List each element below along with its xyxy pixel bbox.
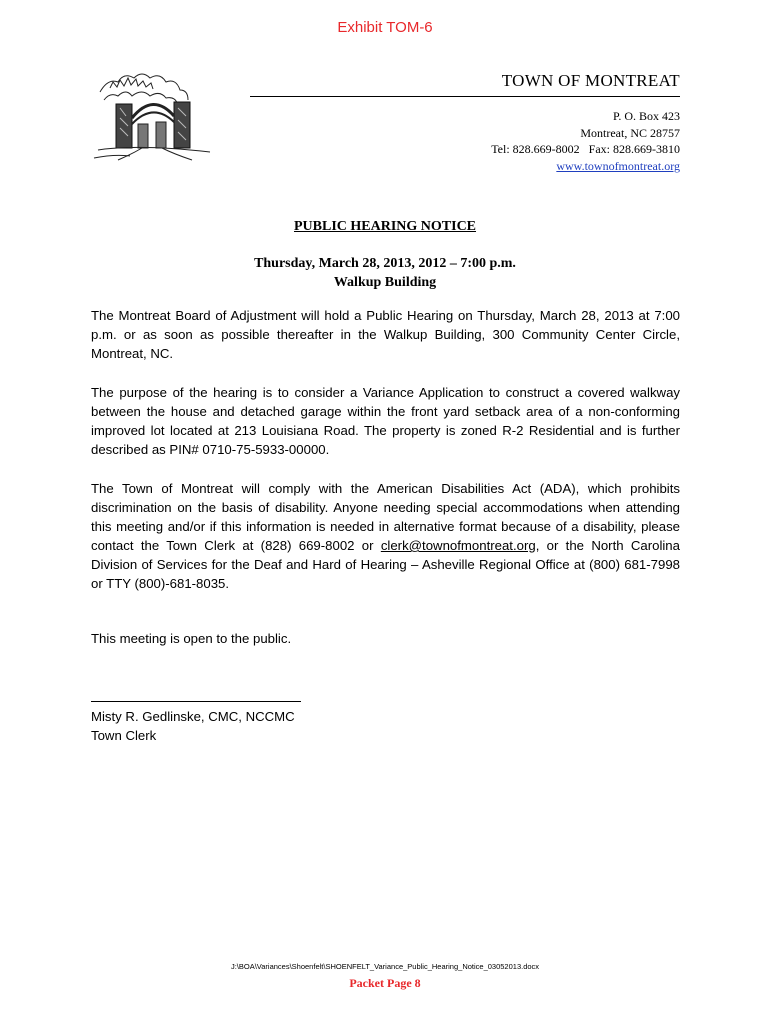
signer-name: Misty R. Gedlinske, CMC, NCCMC (91, 709, 295, 724)
hearing-when-where (0, 254, 770, 292)
po-box: P. O. Box 423 (612, 109, 680, 123)
ada-text-2: , or the North Carolina Division of Services for the Deaf and Hard of Hearing – Asheville Regional Office at (800) 681-7998 or TTY (800)-681-8035. (91, 538, 680, 591)
signer-title: Town Clerk (91, 728, 157, 743)
city-state-zip: Montreat, NC 28757 (580, 125, 680, 140)
exhibit-label: Exhibit TOM-6 (337, 19, 433, 36)
address-block (360, 108, 680, 174)
notice-title: PUBLIC HEARING NOTICE (293, 219, 477, 234)
letterhead-rule (250, 96, 680, 97)
town-name-text: TOWN OF MONTREAT (501, 71, 680, 90)
clerk-email-link[interactable]: clerk@townofmontreat.org (380, 538, 536, 553)
packet-page: Packet Page 8 (349, 976, 421, 990)
ada-text-1: The Town of Montreat will comply with the American Disabilities Act (ADA), which prohibits discrimination on the basis of disability. Anyone needing special accommodations when attending this meeting and/or if this information is needed in alternative format because of a disability, please contact the Town Clerk at (828) 669-8002 or (91, 481, 680, 553)
paragraph-open-to-public: This meeting is open to the public. (91, 631, 292, 646)
paragraph-ada (91, 479, 680, 593)
phone-fax: Tel: 828.669-8002 Fax: 828.669-3810 (491, 142, 680, 156)
town-name (250, 71, 680, 91)
paragraph-purpose: The purpose of the hearing is to consider a Variance Application to construct a covered walkway between the house and detached garage within the front yard setback area of a non-conforming improved lot located at 213 Louisiana Road. The property is zoned R-2 Residential and is further described as PIN# 0710-75-5933-00000. (91, 385, 680, 457)
town-logo (90, 62, 215, 162)
website-link[interactable]: www.townofmontreat.org (556, 158, 680, 173)
signature-block (91, 707, 295, 745)
hearing-location: Walkup Building (333, 275, 437, 290)
file-path: J:\BOA\Variances\Shoenfelt\SHOENFELT_Variance_Public_Hearing_Notice_03052013.docx (230, 962, 540, 971)
hearing-date: Thursday, March 28, 2013, 2012 – 7:00 p.m. (254, 256, 516, 271)
paragraph-announcement: The Montreat Board of Adjustment will hold a Public Hearing on Thursday, March 28, 2013 at 7:00 p.m. or as soon as possible thereafter in the Walkup Building, 300 Community Center Circle, Montreat, NC. (91, 308, 680, 361)
signature-line (91, 701, 301, 702)
